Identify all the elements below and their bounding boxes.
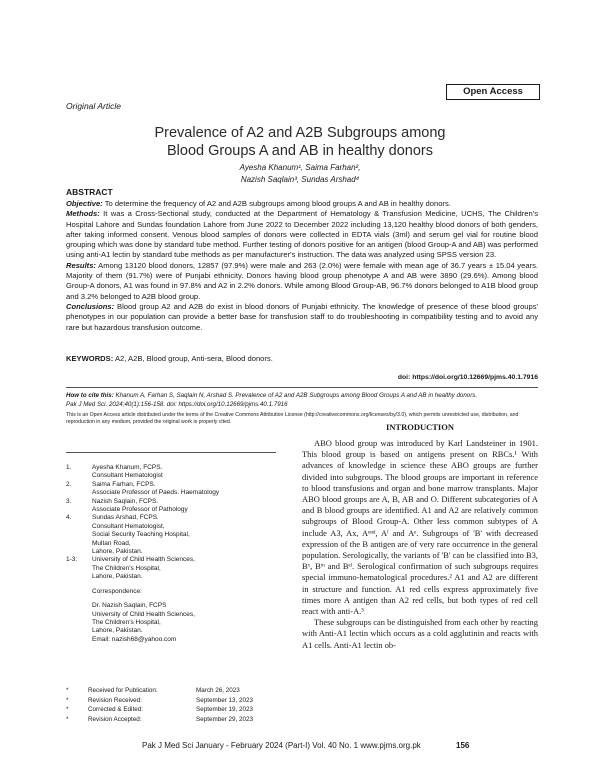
- affil-num: [66, 540, 92, 548]
- correspondence-line: Dr. Nazish Saqlain, FCPS: [92, 602, 167, 610]
- authors-line-2: Nazish Saqlain³, Sundas Arshad⁴: [240, 175, 360, 184]
- authors-line-1: Ayesha Khanum¹, Saima Farhan²,: [239, 163, 361, 172]
- affil-num: 3.: [66, 497, 72, 505]
- keywords-text: A2, A2B, Blood group, Anti-sera, Blood donors.: [113, 354, 273, 363]
- affil-num: [66, 565, 92, 573]
- affil-num: 1.: [66, 464, 72, 471]
- affil-text: Associate Professor of Paeds. Haematology: [92, 489, 220, 497]
- affil-text: Social Security Teaching Hospital,: [92, 531, 190, 539]
- results-text: Among 13120 blood donors, 12857 (97.9%) were male and 263 (2.0%) were female with mean age of 36.7 years ± 15.04 years. Majority of them (91.7%) were of Punjabi ethnicity. Donors having blood group phenotype A and AB were 3890 (29.6%). Among blood Group-A donors, A1 was found in 97.8% and A2 in 2.2% donors. While among Blood Group-AB, 96.7% donors belonged to A1B blood group and 3.2% belonged to A2B blood group.: [66, 260, 538, 301]
- citation: [66, 392, 538, 409]
- date-label: Received for Publication:: [88, 687, 158, 694]
- date-value: September 13, 2023: [196, 696, 254, 704]
- citation-label: How to cite this:: [66, 392, 114, 399]
- title-line-1: Prevalence of A2 and A2B Subgroups among: [154, 125, 446, 141]
- footer-journal: Pak J Med Sci January - February 2024 (Part-I) Vol. 40 No. 1 www.pjms.org.pk: [142, 741, 421, 750]
- date-value: March 26, 2023: [196, 687, 240, 694]
- abstract-objective: [66, 199, 538, 209]
- affil-num: [66, 489, 92, 497]
- abstract-methods: [66, 209, 538, 260]
- correspondence-label: Correspondence:: [92, 587, 142, 595]
- affil-text: Consultant Hematologist: [92, 472, 163, 480]
- correspondence-line: The Children's Hospital,: [92, 618, 161, 626]
- date-bullet: *: [66, 706, 69, 714]
- methods-text: It was a Cross-Sectional study, conducted at the Department of Hematology & Transfusion Medicine, UCHS, The Children's Hospital Lahore and Sundas foundation Lahore from June 2022 to December 2022 including 13,120 healthy blood donors of both genders, after taking informed consent. Venous blood samples of donors were collected in EDTA vials (3ml) and serum gel vial for routine blood grouping which was done by standard tube method. Further testing of donors positive for an antigen (blood Group-A and AB) was performed using anti-A1 lectin by standard tube methods as per manufacturer's instruction. The data was analyzed using SPSS version 23.: [66, 209, 538, 260]
- affil-text: Consultant Hematologist,: [92, 522, 165, 530]
- abstract-heading: ABSTRACT: [66, 187, 113, 197]
- citation-text: Khanum A, Farhan S, Saqlain N, Arshad S. Prevalence of A2 and A2B Subgroups among Blood Groups A and AB in healthy donors.: [113, 392, 478, 399]
- abstract-conclusions: [66, 302, 538, 333]
- affil-text: Multan Road,: [92, 539, 131, 547]
- title-line-2: Blood Groups A and AB in healthy donors: [166, 143, 434, 159]
- license-notice: This is an Open Access article distributed under the terms of the Creative Commons Attribution License (http://creativecommons.org/licenses/by/3.0), which permits unrestricted use, distribution, and reproduction in any medium, provided the original work is properly cited.: [66, 412, 519, 426]
- date-bullet: *: [66, 687, 69, 694]
- intro-paragraph-2: These subgroups can be distinguished from each other by reacting with Anti-A1 lectin which occurs as a cold agglutinin and reacts with A1 cells. Anti-A1 lectin ob-: [302, 617, 538, 650]
- date-bullet: *: [66, 715, 69, 723]
- date-value: September 29, 2023: [196, 715, 254, 723]
- introduction-body: [302, 438, 538, 651]
- doi-link[interactable]: doi: https://doi.org/10.12669/pjms.40.1.7916: [397, 374, 538, 381]
- affil-text: Sundas Arshad, FCPS.: [92, 514, 159, 522]
- affil-text: University of Child Health Sciences,: [92, 556, 195, 564]
- conclusions-label: Conclusions:: [66, 301, 115, 311]
- affil-num: 4.: [66, 514, 72, 522]
- date-value: September 19, 2023: [196, 706, 254, 714]
- author-list: [60, 162, 540, 186]
- citation-line-2: Pak J Med Sci. 2024;40(1):156-158. doi: https://doi.org/10.12669/pjms.40.1.7916: [66, 400, 288, 408]
- affil-text: Saima Farhan, FCPS.: [92, 480, 156, 488]
- date-label: Corrected & Edited:: [88, 706, 143, 714]
- affil-num: [66, 531, 92, 539]
- citation-line-1: [66, 392, 538, 401]
- affil-text: Lahore, Pakistan.: [92, 573, 143, 581]
- affil-num: [66, 472, 92, 480]
- conclusions-text: Blood group A2 and A2B do exist in blood donors of Punjabi ethnicity. The knowledge of presence of these blood groups' phenotypes in our population can provide a better base for transfusion staff to do troubleshooting in compatibility testing and to avoid any rare but hazardous transfusion outcome.: [66, 301, 538, 332]
- objective-text: To determine the frequency of A2 and A2B subgroups among blood groups A and AB in healthy donors.: [102, 199, 451, 208]
- affil-text: The Children's Hospital,: [92, 564, 161, 572]
- date-label: Revision Received:: [88, 696, 142, 704]
- affil-num: [66, 573, 92, 581]
- affil-num: 1-3:: [66, 556, 78, 564]
- abstract-body: [66, 199, 538, 333]
- abstract-results: [66, 261, 538, 302]
- intro-paragraph-1: ABO blood group was introduced by Karl Landsteiner in 1901. This blood group is based on antigens present on RBCs.¹ With advances of knowledge in science these ABO groups are further divided into subgroups. The blood groups are important in reference to blood transfusions and organ and bone marrow transplants. Major ABO blood groups are A, B, AB and O. Different subcategories of A and B blood groups are identified. A1 and A2 are relatively common subgroups of Blood Group-A. Other less common subtypes of A include A3, Ax, Aᵉⁿᵈ, Aˡ and Aᵉ. Subgroups of 'B' with decreased expression of the B antigen are of very rare occurrence in the general population. Serologically, the variants of 'B' can be classified into B3, Bˣ, Bᵐ and Bᵉˡ. Serological confirmation of such subgroups requires special immuno-hematological procedures.² A1 and A2 are different in structure and function. A1 red cells express approximately five times more A antigen than A2 red cells, but both types of red cell react with anti-A.³: [302, 438, 538, 617]
- article-title: [60, 124, 540, 160]
- correspondence-email[interactable]: Email: nazish68@yahoo.com: [92, 635, 177, 643]
- publication-dates: [66, 686, 276, 724]
- introduction-heading: INTRODUCTION: [385, 422, 454, 432]
- affil-num: 2.: [66, 480, 72, 488]
- article-type-label: Original Article: [66, 101, 121, 111]
- divider-top: [66, 387, 538, 388]
- open-access-badge: Open Access: [446, 84, 540, 100]
- divider-affiliations: [66, 452, 276, 453]
- results-label: Results:: [66, 260, 96, 270]
- date-label: Revision Accepted:: [88, 715, 142, 723]
- keywords: [66, 354, 538, 363]
- date-bullet: *: [66, 696, 69, 704]
- affil-text: Associate Professor of Pathology: [92, 506, 188, 514]
- page-number: 156: [456, 741, 470, 750]
- affil-num: [66, 523, 92, 531]
- correspondence: [66, 588, 276, 644]
- correspondence-line: University of Child Health Sciences,: [92, 610, 195, 618]
- methods-label: Methods:: [66, 209, 100, 219]
- keywords-label: KEYWORDS:: [66, 354, 114, 363]
- affil-num: [66, 506, 92, 514]
- affiliations: [66, 464, 276, 644]
- affil-text: Nazish Saqlain, FCPS.: [92, 497, 159, 505]
- affil-text: Lahore, Pakistan.: [92, 548, 143, 556]
- affil-text: Ayesha Khanum, FCPS.: [92, 464, 163, 471]
- objective-label: Objective:: [66, 199, 103, 208]
- affil-num: [66, 548, 92, 556]
- correspondence-line: Lahore, Pakistan.: [92, 627, 143, 635]
